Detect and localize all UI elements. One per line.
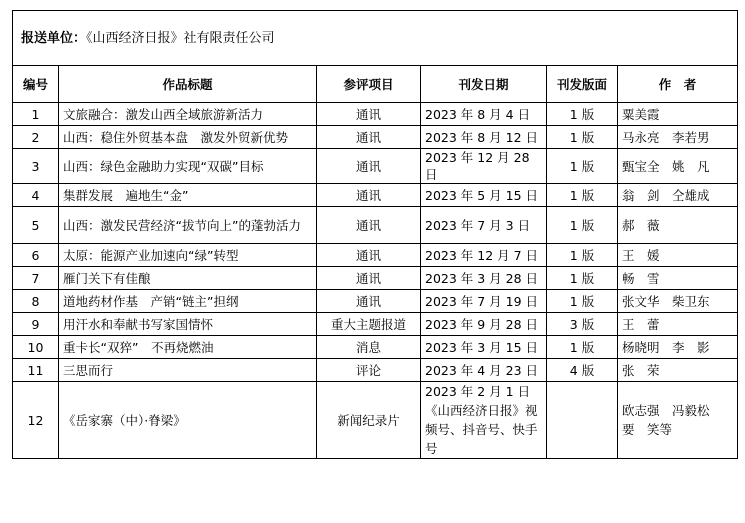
cell-author: 王 蕾 bbox=[618, 313, 738, 336]
cell-no: 6 bbox=[13, 244, 59, 267]
cell-no: 12 bbox=[13, 382, 59, 459]
cell-page: 1 版 bbox=[547, 103, 618, 126]
cell-author: 郝 薇 bbox=[618, 207, 738, 244]
cell-category: 新闻纪录片 bbox=[317, 382, 421, 459]
report-unit-row bbox=[13, 11, 738, 66]
cell-date: 2023 年 7 月 19 日 bbox=[421, 290, 547, 313]
table-body bbox=[13, 103, 738, 459]
cell-category: 通讯 bbox=[317, 184, 421, 207]
cell-page: 1 版 bbox=[547, 290, 618, 313]
cell-title: 太原：能源产业加速向“绿”转型 bbox=[59, 244, 317, 267]
header-author: 作 者 bbox=[618, 66, 738, 103]
cell-date: 2023 年 7 月 3 日 bbox=[421, 207, 547, 244]
table-row bbox=[13, 184, 738, 207]
cell-author: 粟美霞 bbox=[618, 103, 738, 126]
table-row bbox=[13, 290, 738, 313]
cell-category: 重大主题报道 bbox=[317, 313, 421, 336]
header-date: 刊发日期 bbox=[421, 66, 547, 103]
header-title: 作品标题 bbox=[59, 66, 317, 103]
table-row bbox=[13, 313, 738, 336]
cell-date: 2023 年 12 月 7 日 bbox=[421, 244, 547, 267]
table-row bbox=[13, 244, 738, 267]
submission-table-sheet bbox=[12, 10, 737, 459]
cell-date: 2023 年 8 月 4 日 bbox=[421, 103, 547, 126]
cell-page: 1 版 bbox=[547, 207, 618, 244]
cell-title: 文旅融合：激发山西全域旅游新活力 bbox=[59, 103, 317, 126]
cell-date: 2023 年 4 月 23 日 bbox=[421, 359, 547, 382]
cell-no: 9 bbox=[13, 313, 59, 336]
cell-page: 3 版 bbox=[547, 313, 618, 336]
cell-page: 4 版 bbox=[547, 359, 618, 382]
cell-category: 消息 bbox=[317, 336, 421, 359]
cell-page: 1 版 bbox=[547, 267, 618, 290]
cell-no: 10 bbox=[13, 336, 59, 359]
cell-no: 4 bbox=[13, 184, 59, 207]
cell-page: 1 版 bbox=[547, 336, 618, 359]
cell-title: 山西：激发民营经济“拔节向上”的蓬勃活力 bbox=[59, 207, 317, 244]
cell-date: 2023 年 12 月 28 日 bbox=[421, 149, 547, 184]
table-row bbox=[13, 103, 738, 126]
cell-author: 张文华 柴卫东 bbox=[618, 290, 738, 313]
cell-no: 8 bbox=[13, 290, 59, 313]
cell-title: 雁门关下有佳酿 bbox=[59, 267, 317, 290]
cell-category: 通讯 bbox=[317, 244, 421, 267]
cell-category: 评论 bbox=[317, 359, 421, 382]
table-row bbox=[13, 267, 738, 290]
cell-no: 5 bbox=[13, 207, 59, 244]
report-unit-cell bbox=[13, 11, 738, 66]
report-unit-label: 报送单位： bbox=[21, 30, 87, 46]
cell-category: 通讯 bbox=[317, 149, 421, 184]
cell-page: 1 版 bbox=[547, 184, 618, 207]
cell-date: 2023 年 2 月 1 日 《山西经济日报》视频号、抖音号、快手号 bbox=[421, 382, 547, 459]
cell-category: 通讯 bbox=[317, 290, 421, 313]
cell-author: 翁 剑 仝雄成 bbox=[618, 184, 738, 207]
cell-page: 1 版 bbox=[547, 244, 618, 267]
cell-author: 王 媛 bbox=[618, 244, 738, 267]
cell-date: 2023 年 5 月 15 日 bbox=[421, 184, 547, 207]
cell-date: 2023 年 9 月 28 日 bbox=[421, 313, 547, 336]
cell-author: 甄宝全 姚 凡 bbox=[618, 149, 738, 184]
cell-page: 1 版 bbox=[547, 126, 618, 149]
cell-page: 1 版 bbox=[547, 149, 618, 184]
header-no: 编号 bbox=[13, 66, 59, 103]
cell-author: 杨晓明 李 影 bbox=[618, 336, 738, 359]
header-page: 刊发版面 bbox=[547, 66, 618, 103]
cell-no: 7 bbox=[13, 267, 59, 290]
cell-author: 马永亮 李若男 bbox=[618, 126, 738, 149]
table-row bbox=[13, 149, 738, 184]
cell-category: 通讯 bbox=[317, 126, 421, 149]
cell-no: 11 bbox=[13, 359, 59, 382]
cell-category: 通讯 bbox=[317, 267, 421, 290]
cell-author: 张 荣 bbox=[618, 359, 738, 382]
cell-page bbox=[547, 382, 618, 459]
cell-title: 山西：绿色金融助力实现“双碳”目标 bbox=[59, 149, 317, 184]
submission-table bbox=[12, 10, 738, 459]
cell-no: 3 bbox=[13, 149, 59, 184]
table-row bbox=[13, 359, 738, 382]
header-row bbox=[13, 66, 738, 103]
cell-category: 通讯 bbox=[317, 207, 421, 244]
cell-author: 欧志强 冯毅松 要 笑等 bbox=[618, 382, 738, 459]
cell-title: 用汗水和奉献书写家国情怀 bbox=[59, 313, 317, 336]
header-category: 参评项目 bbox=[317, 66, 421, 103]
cell-title: 道地药材作基 产销“链主”担纲 bbox=[59, 290, 317, 313]
cell-no: 2 bbox=[13, 126, 59, 149]
cell-no: 1 bbox=[13, 103, 59, 126]
table-row bbox=[13, 336, 738, 359]
cell-date: 2023 年 3 月 15 日 bbox=[421, 336, 547, 359]
report-unit-value: 《山西经济日报》社有限责任公司 bbox=[86, 30, 275, 46]
cell-title: 《岳家寨（中）·脊梁》 bbox=[59, 382, 317, 459]
table-row bbox=[13, 382, 738, 459]
cell-title: 三思而行 bbox=[59, 359, 317, 382]
table-row bbox=[13, 207, 738, 244]
cell-category: 通讯 bbox=[317, 103, 421, 126]
cell-author: 畅 雪 bbox=[618, 267, 738, 290]
cell-title: 重卡长“双猝” 不再烧燃油 bbox=[59, 336, 317, 359]
cell-title: 山西：稳住外贸基本盘 激发外贸新优势 bbox=[59, 126, 317, 149]
cell-title: 集群发展 遍地生“金” bbox=[59, 184, 317, 207]
cell-date: 2023 年 8 月 12 日 bbox=[421, 126, 547, 149]
table-row bbox=[13, 126, 738, 149]
cell-date: 2023 年 3 月 28 日 bbox=[421, 267, 547, 290]
